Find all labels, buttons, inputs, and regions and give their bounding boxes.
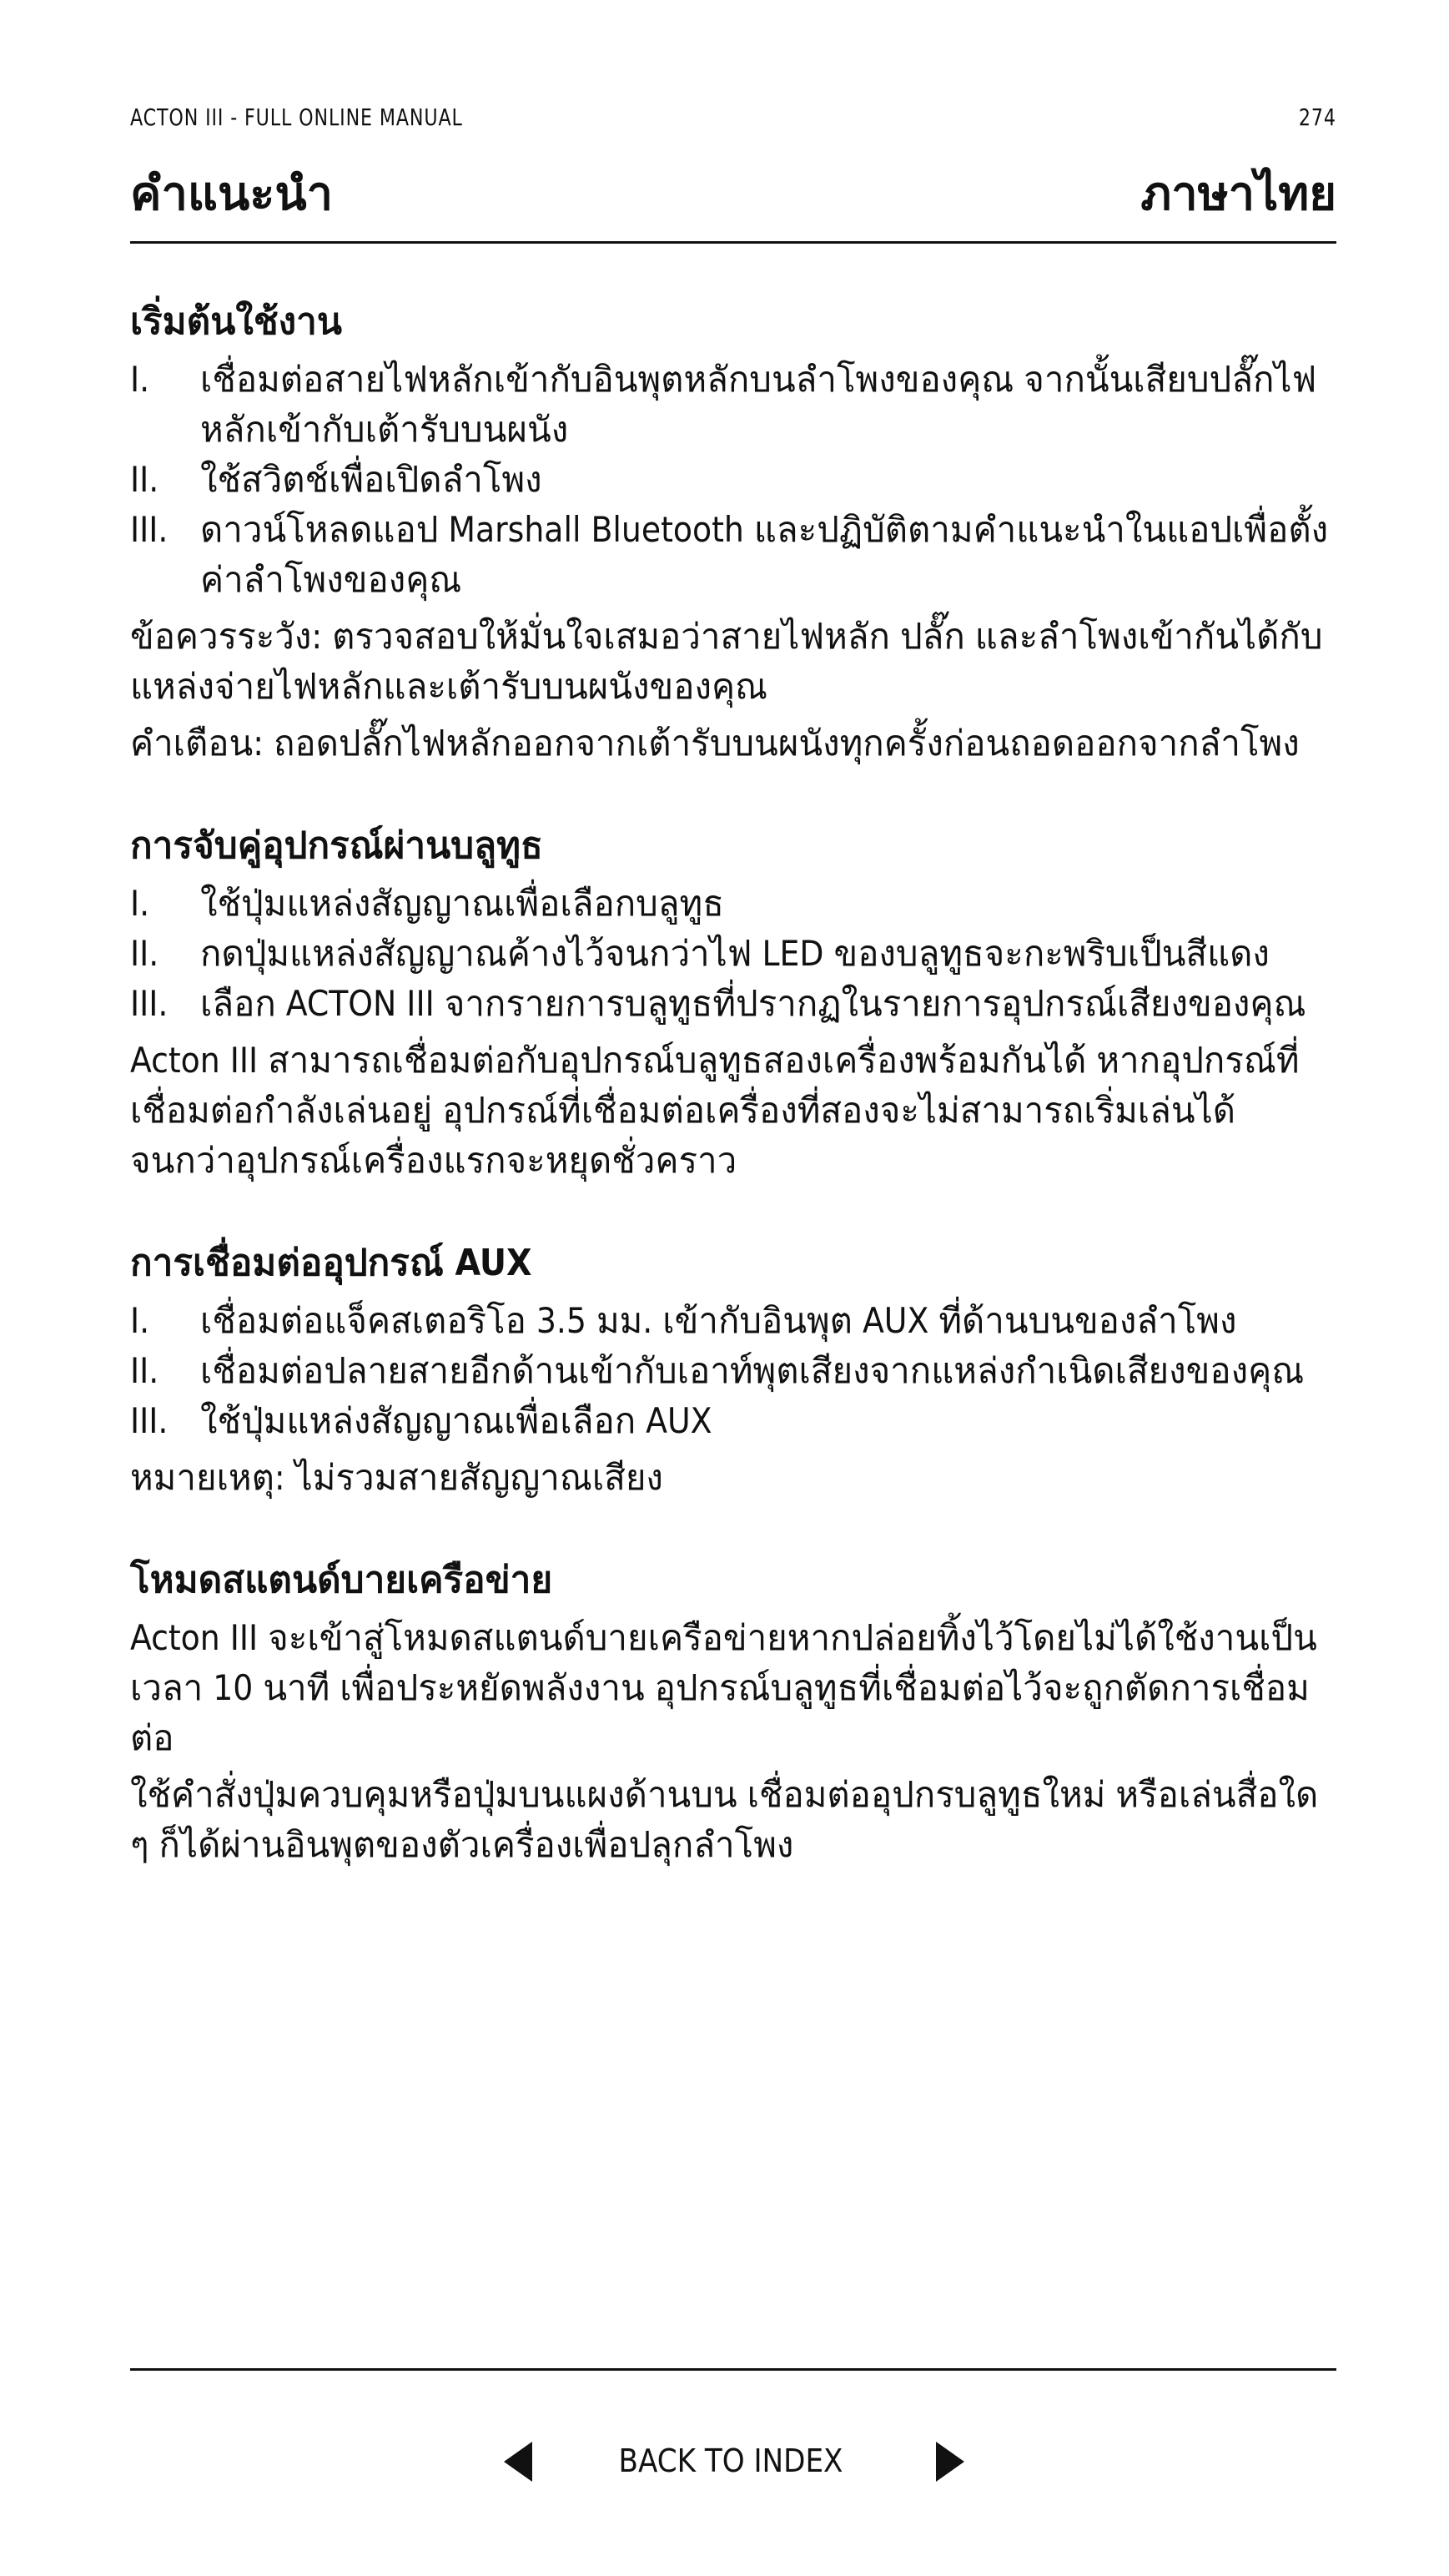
manual-page	[130, 0, 1336, 2576]
step-text: เชื่อมต่อปลายสายอีกด้านเข้ากับเอาท์พุตเสียงจากแหล่งกำเนิดเสียงของคุณ	[200, 1350, 1305, 1391]
step-text: ใช้ปุ่มแหล่งสัญญาณเพื่อเลือก AUX	[200, 1400, 712, 1441]
standby-paragraph: Acton III จะเข้าสู่โหมดสแตนด์บายเครือข่ายหากปล่อยทิ้งไว้โดยไม่ได้ใช้งานเป็นเวลา 10 นาที เพื่อประหยัดพลังงาน อุปกรณ์บลูทูธที่เชื่อมต่อไว้จะถูกตัดการเชื่อมต่อ	[130, 1617, 1317, 1758]
step-number: II.	[130, 459, 159, 500]
steps-list	[130, 355, 1336, 605]
warning-text: คำเตือน: ถอดปลั๊กไฟหลักออกจากเต้ารับบนผนังทุกครั้งก่อนถอดออกจากลำโพง	[130, 723, 1300, 764]
section-bluetooth	[130, 820, 1336, 1186]
note-text: Acton III สามารถเชื่อมต่อกับอุปกรณ์บลูทูธสองเครื่องพร้อมกันได้ หากอุปกรณ์ที่เชื่อมต่อกำลังเล่นอยู่ อุปกรณ์ที่เชื่อมต่อเครื่องที่สองจะไม่สามารถเริ่มเล่นได้จนกว่าอุปกรณ์เครื่องแรกจะหยุดชั่วคราว	[130, 1040, 1300, 1181]
triangle-right-icon[interactable]	[936, 2442, 964, 2482]
wake-paragraph: ใช้คำสั่งปุ่มควบคุมหรือปุ่มบนแผงด้านบน เชื่อมต่ออุปกรบลูทูธใหม่ หรือเล่นสื่อใด ๆ ก็ได้ผ่านอินพุตของตัวเครื่องเพื่อปลุกลำโพง	[130, 1774, 1319, 1865]
section-heading: เริ่มต้นใช้งาน	[130, 300, 342, 343]
note-text: หมายเหตุ: ไม่รวมสายสัญญาณเสียง	[130, 1457, 663, 1498]
list-item	[130, 505, 1336, 605]
step-text: เชื่อมต่อสายไฟหลักเข้ากับอินพุตหลักบนลำโพงของคุณ จากนั้นเสียบปลั๊กไฟหลักเข้ากับเต้ารับบนผนัง	[200, 359, 1317, 450]
language-label: ภาษาไทย	[1140, 167, 1336, 221]
manual-title: ACTON III - FULL ONLINE MANUAL	[130, 103, 463, 131]
step-number: III.	[130, 509, 169, 550]
footer-divider	[130, 2368, 1336, 2371]
steps-list	[130, 1296, 1336, 1446]
step-text: ดาวน์โหลดแอป Marshall Bluetooth และปฏิบัติตามคำแนะนำในแอปเพื่อตั้งค่าลำโพงของคุณ	[200, 509, 1329, 600]
step-text: ใช้สวิตช์เพื่อเปิดลำโพง	[200, 459, 542, 500]
step-number: I.	[130, 1300, 150, 1341]
caution-text: ข้อควรระวัง: ตรวจสอบให้มั่นใจเสมอว่าสายไฟหลัก ปลั๊ก และลำโพงเข้ากันได้กับแหล่งจ่ายไฟหลักและเต้ารับบนผนังของคุณ	[130, 616, 1323, 707]
list-item	[130, 355, 1336, 455]
step-text: เลือก ACTON III จากรายการบลูทูธที่ปรากฏในรายการอุปกรณ์เสียงของคุณ	[200, 983, 1306, 1024]
section-heading: การจับคู่อุปกรณ์ผ่านบลูทูธ	[130, 824, 543, 867]
list-item	[130, 929, 1336, 979]
step-text: ใช้ปุ่มแหล่งสัญญาณเพื่อเลือกบลูทูธ	[200, 883, 724, 924]
section-getting-started	[130, 296, 1336, 769]
step-number: II.	[130, 933, 159, 974]
step-number: II.	[130, 1350, 159, 1391]
list-item	[130, 1346, 1336, 1396]
section-aux	[130, 1238, 1336, 1503]
footer-nav	[130, 2430, 1336, 2488]
step-number: I.	[130, 359, 150, 400]
page-header	[130, 103, 1336, 131]
content	[130, 296, 1336, 1922]
steps-list	[130, 879, 1336, 1029]
triangle-left-icon[interactable]	[504, 2442, 532, 2482]
section-heading: การเชื่อมต่ออุปกรณ์ AUX	[130, 1242, 532, 1284]
back-to-index-link[interactable]: BACK TO INDEX	[618, 2442, 843, 2479]
page-title: คำแนะนำ	[130, 167, 334, 221]
title-row	[130, 164, 1336, 230]
list-item	[130, 1296, 1336, 1346]
step-number: III.	[130, 1400, 169, 1441]
step-text: เชื่อมต่อแจ็คสเตอริโอ 3.5 มม. เข้ากับอินพุต AUX ที่ด้านบนของลำโพง	[200, 1300, 1237, 1341]
section-standby	[130, 1555, 1336, 1870]
step-number: I.	[130, 883, 150, 924]
list-item	[130, 879, 1336, 929]
list-item	[130, 1396, 1336, 1446]
page-number: 274	[1298, 103, 1336, 131]
section-heading: โหมดสแตนด์บายเครือข่าย	[130, 1559, 553, 1601]
step-text: กดปุ่มแหล่งสัญญาณค้างไว้จนกว่าไฟ LED ของบลูทูธจะกะพริบเป็นสีแดง	[200, 933, 1270, 974]
title-divider	[130, 241, 1336, 244]
list-item	[130, 455, 1336, 505]
list-item	[130, 979, 1336, 1029]
step-number: III.	[130, 983, 169, 1024]
